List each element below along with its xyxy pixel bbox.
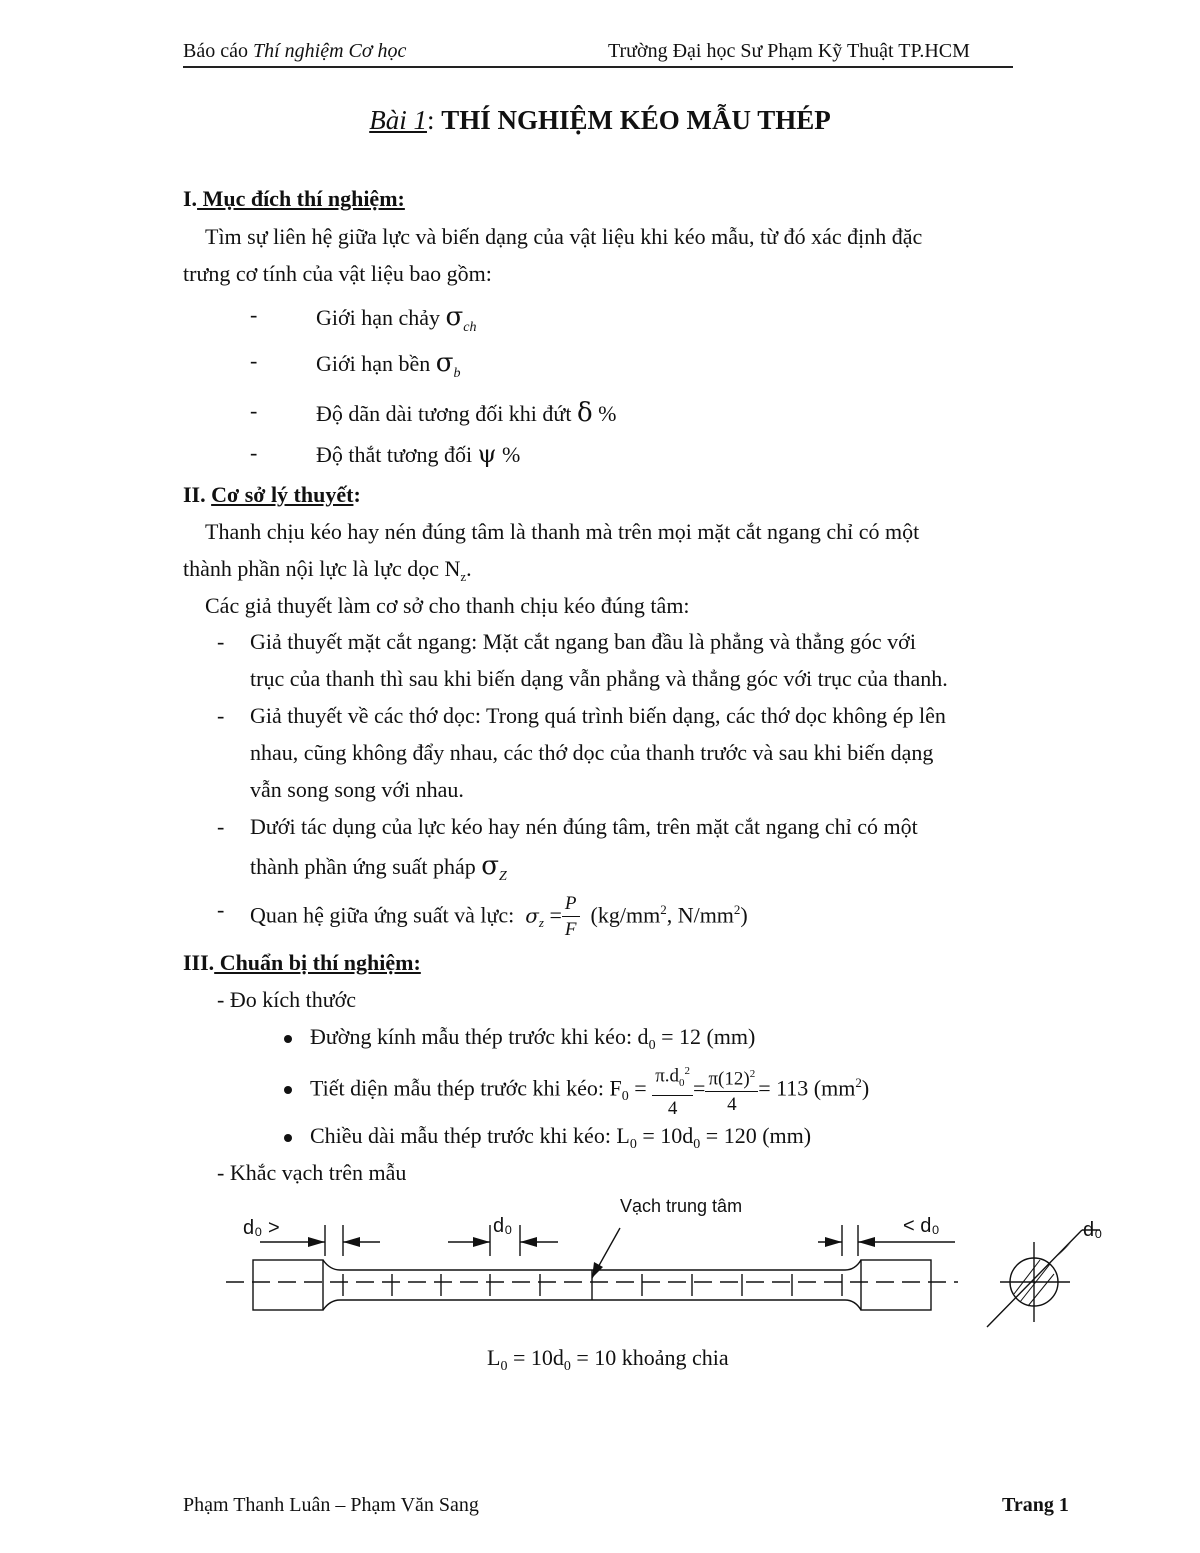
sigma-symbol: σ bbox=[435, 348, 454, 378]
bullet3-line2 bbox=[250, 851, 507, 884]
para2-text: thành phần nội lực là lực dọc N bbox=[183, 556, 461, 581]
relation-line bbox=[250, 880, 748, 940]
section3-title: Chuẩn bị thí nghiệm: bbox=[214, 950, 421, 975]
sub: 0 bbox=[693, 1137, 701, 1152]
para2-sub: z bbox=[460, 569, 467, 584]
list-item bbox=[250, 440, 521, 468]
units-end: ) bbox=[740, 902, 748, 928]
bullet2-line2: nhau, cũng không đẩy nhau, các thớ dọc của thanh trước và sau khi biến dạng bbox=[250, 740, 934, 765]
numerator bbox=[652, 1059, 693, 1096]
relation-label: Quan hệ giữa ứng suất và lực: bbox=[250, 902, 515, 928]
header-right: Trường Đại học Sư Phạm Kỹ Thuật TP.HCM bbox=[608, 40, 970, 62]
list-item bbox=[250, 348, 461, 381]
sigma-sub: Z bbox=[499, 869, 507, 884]
percent: % bbox=[592, 401, 617, 426]
left-grip bbox=[253, 1260, 323, 1310]
center-mark-label: Vạch trung tâm bbox=[620, 1196, 743, 1216]
dash: - bbox=[250, 302, 258, 327]
section2-para3: Các giả thuyết làm cơ sở cho thanh chịu kéo đúng tâm: bbox=[205, 593, 690, 618]
b3-mid: = 10d bbox=[636, 1123, 694, 1148]
fraction-p-over-f bbox=[562, 892, 580, 943]
section2-para1: Thanh chịu kéo hay nén đúng tâm là thanh mà trên mọi mặt cắt ngang chỉ có một bbox=[205, 519, 920, 544]
footer-authors: Phạm Thanh Luân – Phạm Văn Sang bbox=[183, 1494, 479, 1516]
caption-l: L bbox=[487, 1345, 501, 1370]
percent: % bbox=[496, 442, 521, 467]
sup: 2 bbox=[749, 1068, 756, 1081]
sigma-symbol: σ bbox=[525, 903, 539, 928]
sub: 0 bbox=[629, 1137, 637, 1152]
bullet-dash: - bbox=[217, 814, 225, 839]
list-item bbox=[250, 302, 477, 335]
header-italic: Thí nghiệm Cơ học bbox=[252, 40, 407, 62]
section1-para2: trưng cơ tính của vật liệu bao gồm: bbox=[183, 261, 492, 286]
pi-d: π.d bbox=[655, 1065, 680, 1087]
denominator: F bbox=[564, 918, 577, 940]
sub: 0 bbox=[500, 1359, 508, 1374]
bullet3-line1: Dưới tác dụng của lực kéo hay nén đúng tâm, trên mặt cắt ngang chỉ có một bbox=[250, 814, 918, 839]
section3-num: III. bbox=[183, 950, 215, 975]
units-mid: , N/mm bbox=[666, 902, 734, 928]
bullet-dash: - bbox=[217, 897, 225, 922]
dash: - bbox=[250, 398, 258, 423]
mid-d0-label: d₀ bbox=[493, 1215, 513, 1237]
section2-colon: : bbox=[353, 482, 361, 507]
b1-rest: = 12 (mm) bbox=[655, 1024, 756, 1049]
header-rule bbox=[183, 66, 1013, 68]
engrave-line: - Khắc vạch trên mẫu bbox=[217, 1160, 407, 1185]
section2-num: II. bbox=[183, 482, 206, 507]
caption-mid: = 10d bbox=[507, 1345, 564, 1370]
denominator: 4 bbox=[727, 1094, 737, 1116]
header-prefix: Báo cáo bbox=[183, 40, 253, 62]
bullet2-line3: vẫn song song với nhau. bbox=[250, 777, 464, 802]
bullet2-line1: Giả thuyết về các thớ dọc: Trong quá trình biến dạng, các thớ dọc không ép lên bbox=[250, 703, 946, 728]
item-text: Giới hạn chảy bbox=[316, 305, 446, 330]
section1-para1: Tìm sự liên hệ giữa lực và biến dạng của vật liệu khi kéo mẫu, từ đó xác định đặc bbox=[205, 224, 923, 249]
section2-para2 bbox=[183, 556, 472, 582]
page-title bbox=[0, 105, 1200, 136]
dash: - bbox=[250, 348, 258, 373]
section2-title: Cơ sở lý thuyết bbox=[211, 482, 354, 507]
sub-b: b bbox=[453, 366, 461, 381]
denominator: 4 bbox=[667, 1097, 678, 1119]
bullet-area bbox=[284, 1055, 870, 1119]
footer-page: Trang 1 bbox=[1002, 1494, 1069, 1516]
title-main: THÍ NGHIỆM KÉO MẪU THÉP bbox=[441, 105, 831, 135]
item-text: Giới hạn bền bbox=[316, 351, 436, 376]
sigma-symbol: σ bbox=[481, 851, 500, 881]
bullet-dash: - bbox=[217, 629, 225, 654]
section2-heading bbox=[183, 482, 361, 508]
diagram-caption bbox=[487, 1345, 729, 1374]
pi-12: π(12) bbox=[708, 1068, 750, 1090]
left-d0-label: d₀ > bbox=[243, 1217, 280, 1239]
specimen-diagram bbox=[0, 1190, 1200, 1340]
b1-text: Đường kính mẫu thép trước khi kéo: d bbox=[310, 1024, 649, 1049]
sup: 2 bbox=[660, 902, 667, 917]
bullet3-text: thành phần ứng suất pháp bbox=[250, 854, 482, 879]
right-grip bbox=[861, 1260, 931, 1310]
b3-rest: = 120 (mm) bbox=[700, 1123, 812, 1148]
body-top bbox=[323, 1260, 861, 1270]
psi-symbol: ψ bbox=[477, 440, 497, 468]
sub: 0 bbox=[563, 1359, 571, 1374]
header-left bbox=[183, 40, 406, 63]
title-colon: : bbox=[426, 105, 442, 135]
bullet-diameter bbox=[284, 1024, 756, 1053]
para2-end: . bbox=[466, 556, 472, 581]
b2-end: ) bbox=[861, 1075, 870, 1101]
item-text: Độ thắt tương đối bbox=[316, 442, 478, 467]
fraction-area bbox=[652, 1059, 693, 1122]
units: (kg/mm bbox=[590, 902, 661, 928]
section1-title: Mục đích thí nghiệm: bbox=[197, 186, 405, 211]
item-text: Độ dãn dài tương đối khi đứt bbox=[316, 401, 577, 426]
sup: 2 bbox=[684, 1064, 691, 1077]
rel-sub: z bbox=[538, 915, 544, 931]
equals: = bbox=[693, 1075, 706, 1101]
caption-rest: = 10 khoảng chia bbox=[570, 1345, 729, 1370]
bullet1-line1: Giả thuyết mặt cắt ngang: Mặt cắt ngang ban đầu là phẳng và thẳng góc với bbox=[250, 629, 916, 654]
sigma-symbol: σ bbox=[445, 302, 464, 332]
section1-heading bbox=[183, 186, 405, 212]
b2-rest: = 113 (mm bbox=[758, 1075, 856, 1101]
sub: 0 bbox=[621, 1089, 629, 1105]
fraction-area-2 bbox=[705, 1062, 758, 1118]
title-prefix: Bài 1 bbox=[369, 105, 427, 135]
numerator bbox=[705, 1062, 758, 1092]
list-item bbox=[250, 398, 617, 428]
equals: = bbox=[543, 902, 562, 928]
bullet-length bbox=[284, 1123, 812, 1152]
section1-num: I. bbox=[183, 186, 198, 211]
arrows bbox=[308, 1237, 1071, 1316]
b3-text: Chiều dài mẫu thép trước khi kéo: L bbox=[310, 1123, 630, 1148]
sup: 2 bbox=[855, 1075, 862, 1090]
bullet-dash: - bbox=[217, 703, 225, 728]
b2-text: Tiết diện mẫu thép trước khi kéo: F bbox=[310, 1075, 622, 1101]
sup: 2 bbox=[733, 902, 741, 917]
measure-line: - Đo kích thước bbox=[217, 987, 357, 1012]
sub-ch: ch bbox=[463, 320, 477, 335]
numerator: P bbox=[562, 892, 580, 917]
bullet1-line2: trục của thanh thì sau khi biến dạng vẫn phẳng và thẳng góc với trục của thanh. bbox=[250, 666, 948, 691]
right-d0-label: < d₀ bbox=[903, 1215, 940, 1237]
equals: = bbox=[628, 1075, 647, 1101]
circle-d0-label: d₀ bbox=[1083, 1219, 1103, 1241]
section3-heading bbox=[183, 950, 421, 976]
body-bottom bbox=[323, 1300, 861, 1310]
sub: 0 bbox=[679, 1076, 685, 1089]
sub: 0 bbox=[648, 1038, 656, 1053]
delta-symbol: δ bbox=[576, 398, 593, 428]
dash: - bbox=[250, 440, 258, 465]
